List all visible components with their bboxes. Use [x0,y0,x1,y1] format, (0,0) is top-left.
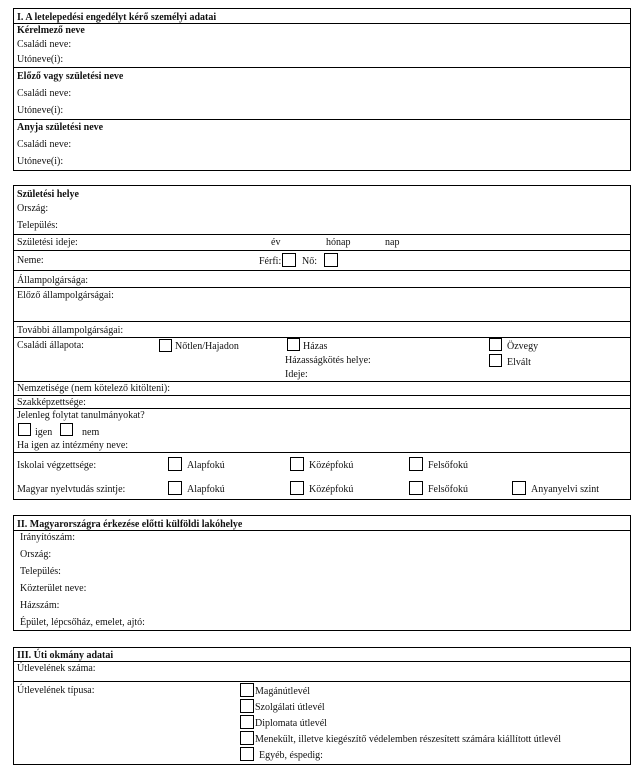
day-label: nap [385,237,400,248]
intermediate-label: Középfokú [309,484,354,495]
divider [14,337,630,338]
institution-label: Ha igen az intézmény neve: [17,440,129,451]
previous-name-heading: Előző vagy születési neve [17,71,124,82]
divider [14,408,630,409]
passport-type-label: Útlevelének típusa: [17,685,95,696]
widowed-label: Özvegy [507,341,539,352]
country-label: Ország: [17,203,49,214]
no-label: nem [82,427,100,438]
widowed-checkbox[interactable] [489,338,502,351]
citizenship-label: Állampolgársága: [17,275,89,286]
family-name-label: Családi neve: [17,88,72,99]
divider [14,234,630,235]
education-higher-checkbox[interactable] [409,457,423,471]
country-label: Ország: [20,549,52,560]
nationality-label: Nemzetisége (nem kötelező kitölteni): [17,383,170,394]
married-checkbox[interactable] [287,338,300,351]
female-label: Nő: [302,256,317,267]
divider [14,23,630,24]
birthplace-heading: Születési helye [17,189,79,200]
service-passport-checkbox[interactable] [240,699,254,713]
private-passport-label: Magánútlevél [255,686,310,697]
section-previous-residence [13,515,631,631]
postcode-label: Irányítószám: [20,532,75,543]
basic-label: Alapfokú [187,484,225,495]
education-label: Iskolai végzettsége: [17,460,97,471]
studying-no-checkbox[interactable] [60,423,73,436]
divider [14,270,630,271]
hungarian-basic-checkbox[interactable] [168,481,182,495]
male-label: Férfi: [259,256,282,267]
house-number-label: Házszám: [20,600,60,611]
single-label: Nőtlen/Hajadon [175,341,239,352]
divorced-label: Elvált [507,357,531,368]
marital-status-label: Családi állapota: [17,340,84,351]
female-checkbox[interactable] [324,253,338,267]
town-label: Település: [20,566,61,577]
section-personal-data [13,8,631,171]
divider [14,287,630,288]
building-label: Épület, lépcsőház, emelet, ajtó: [20,617,145,628]
previous-citizenship-label: Előző állampolgárságai: [17,290,114,301]
private-passport-checkbox[interactable] [240,683,254,697]
family-name-label: Családi neve: [17,139,72,150]
given-names-label: Utóneve(i): [17,156,64,167]
street-label: Közterület neve: [20,583,87,594]
divider [14,381,630,382]
single-checkbox[interactable] [159,339,172,352]
year-label: év [271,237,281,248]
divider [14,395,630,396]
divider [14,250,630,251]
section-title: III. Úti okmány adatai [17,650,114,661]
studying-yes-checkbox[interactable] [18,423,31,436]
diplomatic-passport-label: Diplomata útlevél [255,718,327,729]
month-label: hónap [326,237,351,248]
marriage-date-label: Ideje: [285,369,308,380]
applicant-name-heading: Kérelmező neve [17,25,85,36]
section-title: II. Magyarországra érkezése előtti külföldi lakóhelye [17,519,243,530]
divider [14,661,630,662]
divider [14,452,630,453]
refugee-passport-label: Menekült, illetve kiegészítő védelemben részesített számára kiállított útlevél [255,734,562,745]
male-checkbox[interactable] [282,253,296,267]
married-label: Házas [303,341,328,352]
given-names-label: Utóneve(i): [17,54,64,65]
hungarian-native-checkbox[interactable] [512,481,526,495]
qualification-label: Szakképzettsége: [17,397,86,408]
birthdate-label: Születési ideje: [17,237,78,248]
diplomatic-passport-checkbox[interactable] [240,715,254,729]
refugee-passport-checkbox[interactable] [240,731,254,745]
section-birth-details [13,185,631,500]
studying-question: Jelenleg folytat tanulmányokat? [17,410,145,421]
hungarian-higher-checkbox[interactable] [409,481,423,495]
divider [14,119,630,120]
divorced-checkbox[interactable] [489,354,502,367]
marriage-place-label: Házasságkötés helye: [285,355,371,366]
other-passport-label: Egyéb, éspedig: [259,750,323,761]
town-label: Település: [17,220,58,231]
intermediate-label: Középfokú [309,460,354,471]
service-passport-label: Szolgálati útlevél [255,702,325,713]
mother-name-heading: Anyja születési neve [17,122,104,133]
native-label: Anyanyelvi szint [531,484,600,495]
hungarian-level-label: Magyar nyelvtudás szintje: [17,484,126,495]
education-basic-checkbox[interactable] [168,457,182,471]
yes-label: igen [35,427,53,438]
divider [14,530,630,531]
higher-label: Felsőfokú [428,484,468,495]
other-passport-checkbox[interactable] [240,747,254,761]
hungarian-intermediate-checkbox[interactable] [290,481,304,495]
divider [14,67,630,68]
basic-label: Alapfokú [187,460,225,471]
other-citizenship-label: További állampolgárságai: [17,325,124,336]
education-intermediate-checkbox[interactable] [290,457,304,471]
given-names-label: Utóneve(i): [17,105,64,116]
family-name-label: Családi neve: [17,39,72,50]
divider [14,681,630,682]
section-travel-document [13,647,631,765]
divider [14,321,630,322]
passport-number-label: Útlevelének száma: [17,663,96,674]
higher-label: Felsőfokú [428,460,468,471]
section-title: I. A letelepedési engedélyt kérő személyi adatai [17,12,217,23]
sex-label: Neme: [17,255,44,266]
